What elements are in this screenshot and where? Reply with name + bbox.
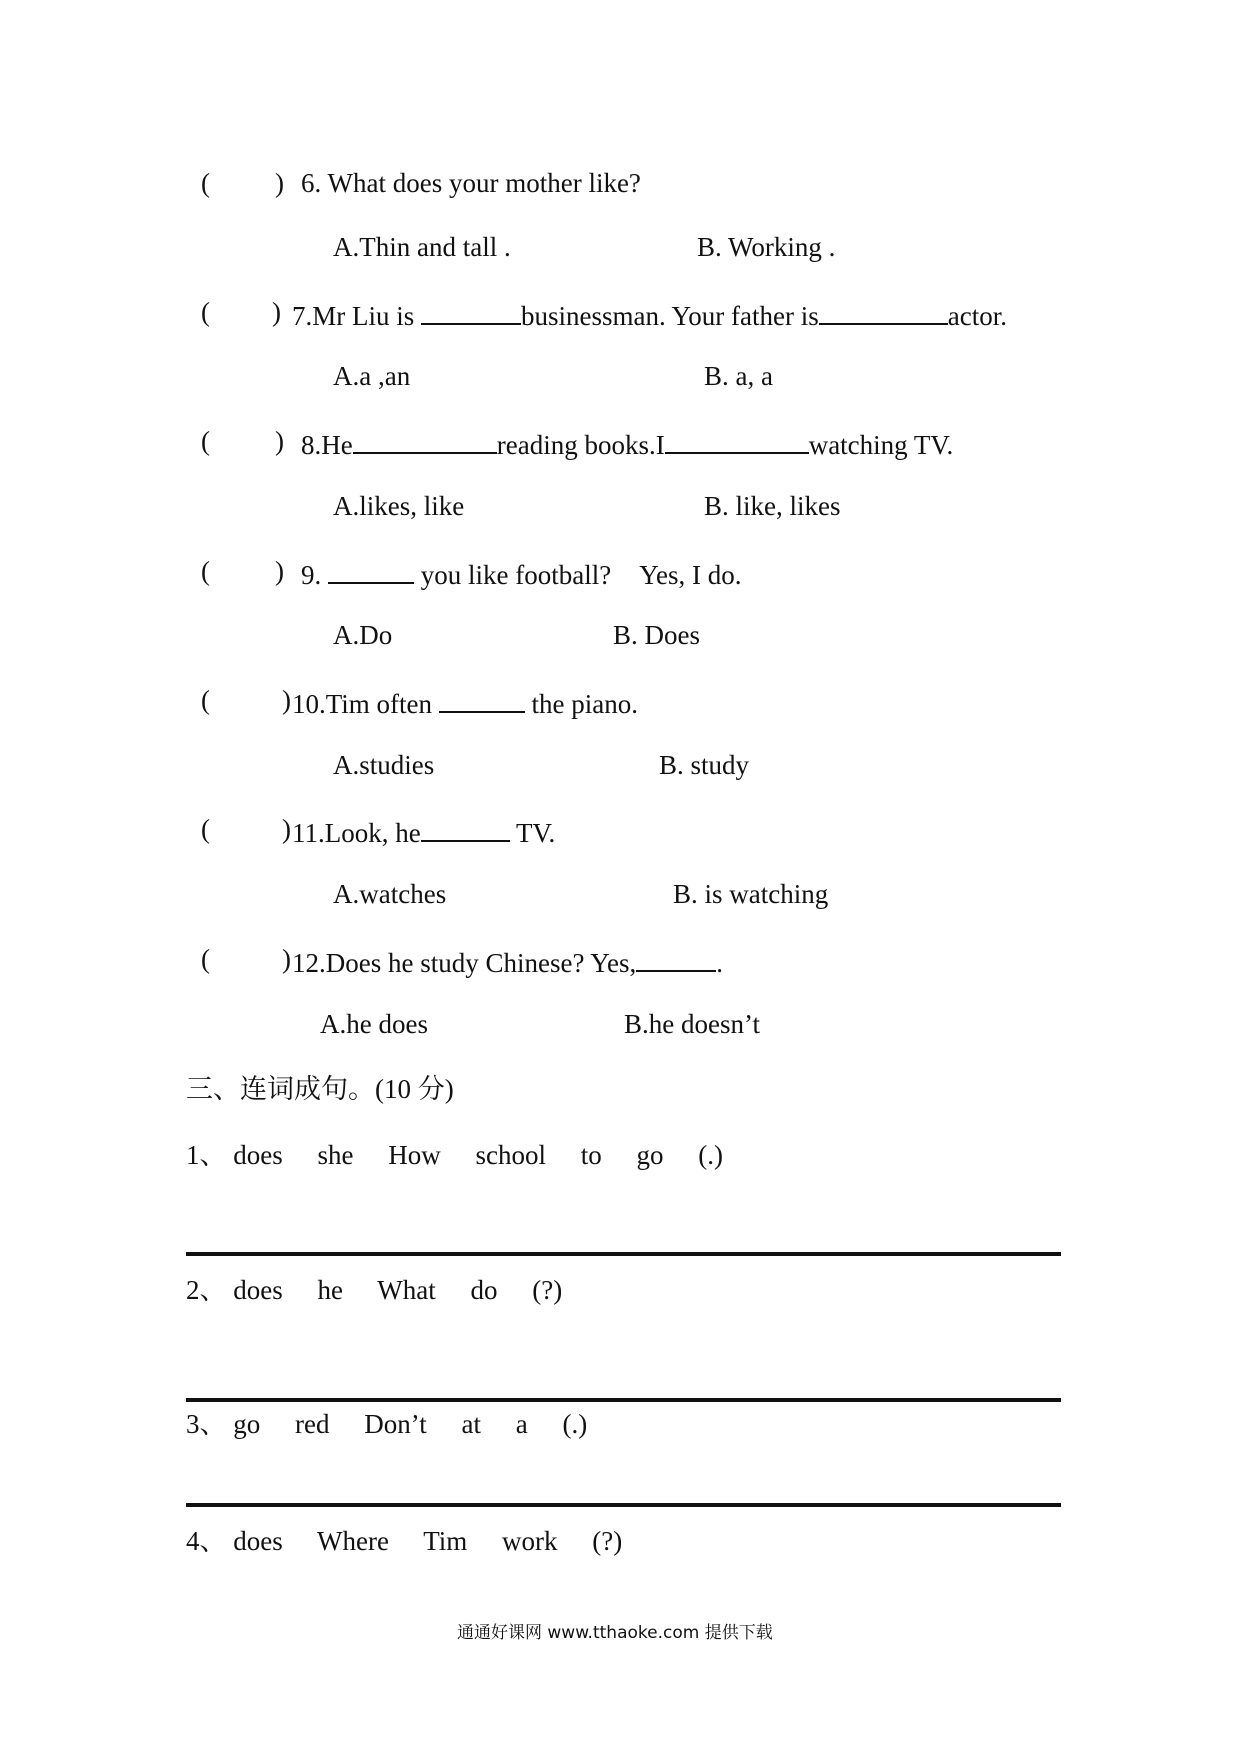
option-b: B. Working . xyxy=(697,232,836,262)
answer-paren-close: ) xyxy=(282,944,291,974)
reorder-item xyxy=(186,1528,650,1555)
fill-blank xyxy=(353,428,497,454)
stem-text: the piano. xyxy=(524,689,639,719)
item-number: 2、 xyxy=(186,1275,227,1305)
section-title: 三、连词成句。(10 分) xyxy=(186,1074,454,1104)
word: Tim xyxy=(423,1526,468,1556)
answer-paren-open: ( xyxy=(201,814,210,844)
reorder-item xyxy=(186,1277,590,1304)
question-stem xyxy=(301,170,641,197)
word: What xyxy=(377,1275,436,1305)
word: does xyxy=(233,1526,283,1556)
word: Don’t xyxy=(364,1409,427,1439)
option-b: B. study xyxy=(659,750,750,780)
word: a xyxy=(515,1409,528,1439)
stem-text: TV. xyxy=(509,818,556,848)
fill-blank xyxy=(421,816,510,842)
question-stem xyxy=(292,687,638,718)
word: to xyxy=(580,1140,602,1170)
word: (.) xyxy=(698,1140,723,1170)
question-stem xyxy=(292,946,723,977)
word: red xyxy=(295,1409,330,1439)
answer-line xyxy=(186,1398,1061,1402)
question-stem xyxy=(292,299,1007,330)
item-number: 3、 xyxy=(186,1409,227,1439)
answer-paren-open: ( xyxy=(201,685,210,715)
question-stem xyxy=(301,558,741,589)
option-a: A.Thin and tall . xyxy=(333,232,511,262)
option-b: B.he doesn’t xyxy=(624,1009,760,1039)
word: she xyxy=(317,1140,354,1170)
stem-text: reading books.I xyxy=(496,430,665,460)
option-a: A.a ,an xyxy=(333,361,411,391)
fill-blank xyxy=(421,299,521,325)
fill-blank xyxy=(439,687,525,713)
option-b: B. Does xyxy=(613,620,700,650)
word: go xyxy=(636,1140,664,1170)
stem-text: actor. xyxy=(947,301,1007,331)
item-number: 4、 xyxy=(186,1526,227,1556)
answer-paren-close: ) xyxy=(275,168,284,198)
stem-text: 6. What does your mother like? xyxy=(301,168,641,198)
word: school xyxy=(475,1140,546,1170)
reorder-item xyxy=(186,1142,751,1169)
word: Where xyxy=(317,1526,389,1556)
option-a: A.watches xyxy=(333,879,447,909)
fill-blank xyxy=(819,299,948,325)
fill-blank xyxy=(665,428,809,454)
reorder-item xyxy=(186,1411,615,1438)
word: (?) xyxy=(592,1526,623,1556)
fill-blank xyxy=(636,946,716,972)
fill-blank xyxy=(328,558,414,584)
word: he xyxy=(317,1275,343,1305)
answer-line xyxy=(186,1503,1061,1507)
answer-paren-close: ) xyxy=(282,814,291,844)
stem-text: . xyxy=(716,948,723,978)
answer-paren-open: ( xyxy=(201,426,210,456)
question-stem xyxy=(292,816,555,847)
stem-text: 8.He xyxy=(301,430,353,460)
word: (?) xyxy=(532,1275,563,1305)
word: do xyxy=(470,1275,498,1305)
footer-credit: 通通好课网 www.tthaoke.com 提供下载 xyxy=(457,1623,773,1643)
stem-text: you like football? xyxy=(414,560,612,590)
option-a: A.likes, like xyxy=(333,491,465,521)
option-b: B. is watching xyxy=(673,879,829,909)
answer-line xyxy=(186,1252,1061,1256)
word: does xyxy=(233,1140,283,1170)
word: work xyxy=(502,1526,558,1556)
answer-paren-open: ( xyxy=(201,944,210,974)
stem-text: 12.Does he study Chinese? Yes, xyxy=(292,948,637,978)
answer-paren-close: ) xyxy=(275,556,284,586)
word: How xyxy=(388,1140,441,1170)
answer-paren-close: ) xyxy=(275,426,284,456)
question-stem xyxy=(301,428,953,459)
answer-paren-close: ) xyxy=(282,685,291,715)
answer-paren-open: ( xyxy=(201,297,210,327)
answer-paren-open: ( xyxy=(201,556,210,586)
option-b: B. like, likes xyxy=(704,491,841,521)
answer-paren-close: ) xyxy=(272,297,281,327)
word: go xyxy=(233,1409,261,1439)
stem-text: 9. xyxy=(301,560,328,590)
answer-paren-open: ( xyxy=(201,168,210,198)
stem-text: businessman. Your father is xyxy=(521,301,819,331)
stem-text: 10.Tim often xyxy=(292,689,439,719)
stem-text: watching TV. xyxy=(808,430,954,460)
stem-text: 7.Mr Liu is xyxy=(292,301,422,331)
option-b: B. a, a xyxy=(704,361,773,391)
word: at xyxy=(461,1409,481,1439)
item-number: 1、 xyxy=(186,1140,227,1170)
word: does xyxy=(233,1275,283,1305)
stem-text: Yes, I do. xyxy=(639,560,742,590)
option-a: A.studies xyxy=(333,750,435,780)
option-a: A.Do xyxy=(333,620,393,650)
option-a: A.he does xyxy=(320,1009,428,1039)
word: (.) xyxy=(562,1409,588,1439)
stem-text: 11.Look, he xyxy=(292,818,421,848)
